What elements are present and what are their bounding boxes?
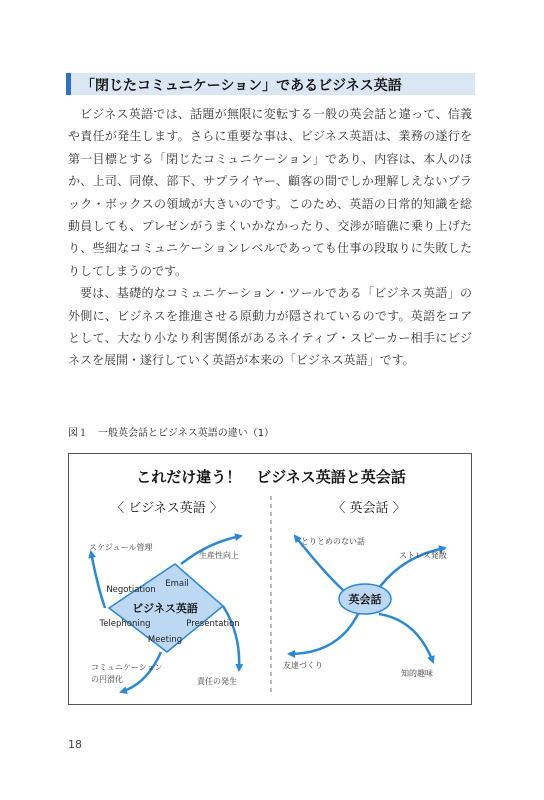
outcome-label: スケジュール管理 bbox=[89, 543, 153, 552]
body-text bbox=[68, 103, 472, 372]
figure-diagram bbox=[69, 454, 473, 706]
page-number: 18 bbox=[68, 738, 82, 751]
outcome-label: 知的趣味 bbox=[401, 669, 433, 678]
figure-title: これだけ違う！ ビジネス英語と英会話 bbox=[136, 468, 406, 486]
corner-label: Telephoning bbox=[99, 619, 151, 629]
section-heading-text: 「閉じたコミュニケーション」であるビジネス英語 bbox=[81, 78, 402, 94]
section-heading bbox=[66, 73, 475, 95]
arrow-schedule bbox=[91, 552, 105, 608]
arrow-hobby bbox=[379, 614, 433, 662]
left-heading: 〈 ビジネス英語 〉 bbox=[111, 501, 223, 516]
corner-label: Meeting bbox=[147, 635, 183, 645]
outcome-label: ストレス発散 bbox=[399, 551, 447, 560]
diamond-center-label: ビジネス英語 bbox=[132, 602, 198, 615]
outcome-label: とりとめのない話 bbox=[301, 537, 365, 546]
corner-label: Email bbox=[165, 579, 189, 589]
figure-caption: 図１ 一般英会話とビジネス英語の違い（1） bbox=[68, 428, 275, 439]
ellipse-center-label: 英会話 bbox=[348, 593, 382, 606]
arrow-responsibility bbox=[223, 606, 239, 670]
outcome-label: 友達づくり bbox=[283, 661, 323, 670]
outcome-label: コミュニケーション bbox=[91, 663, 163, 672]
right-heading: 〈 英会話 〉 bbox=[332, 501, 406, 516]
figure-box bbox=[68, 453, 472, 705]
corner-label: Negotiation bbox=[106, 585, 156, 595]
arrow-friends bbox=[289, 612, 359, 654]
paragraph: 要は、基礎的なコミュニケーション・ツールである「ビジネス英語」の外側に、ビジネスを推進させる原動力が隠されているのです。英語をコアとして、大なり小なり利害関係があるネイティブ・スピーカー相手にビジネスを展開・遂行していく英語が本来の「ビジネス英語」です。 bbox=[68, 286, 472, 368]
arrow-communication bbox=[121, 652, 161, 692]
corner-label: Presentation bbox=[186, 619, 240, 629]
paragraph: ビジネス英語では、話題が無限に変転する一般の英会話と違って、信義や責任が発生します。さらに重要な事は、ビジネス英語は、業務の遂行を第一目標とする「閉じたコミュニケーション」であり、内容は、本人のほか、上司、同僚、部下、サプライヤー、顧客の間でしか理解しえないブラック・ボックスの領域が大きいのです。このため、英語の日常的知識を総動員しても、プレゼンがうまくいかなかったり、交渉が暗礁に乗り上げたり、些細なコミュニケーションレベルであっても仕事の段取りに失敗したりしてしまうのです。 bbox=[68, 107, 472, 278]
outcome-label: 生産性向上 bbox=[199, 551, 239, 560]
outcome-label: 責任の発生 bbox=[197, 677, 237, 686]
outcome-label: の円滑化 bbox=[91, 675, 123, 684]
